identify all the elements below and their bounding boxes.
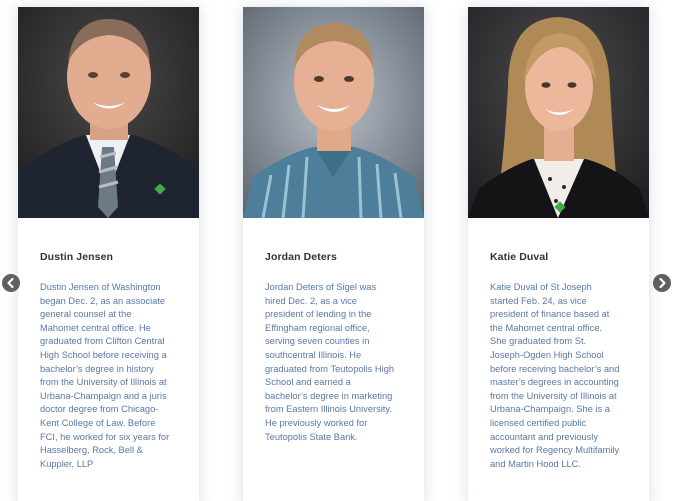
staff-name: Katie Duval xyxy=(490,251,549,263)
staff-bio: Katie Duval of St Joseph started Feb. 24, as vice president of finance based at the Mahomet central office. She graduated from St. Joseph-Ogden High School before receiving bachelor’s and master’s degrees in accounting from the University of Illinois at Urbana-Champaign. She is a licensed certified public accountant and previously worked for Regency Multifamily and Martin Hood LLC. xyxy=(490,282,620,469)
chevron-left-icon xyxy=(2,274,20,292)
staff-photo xyxy=(243,7,424,218)
staff-name: Dustin Jensen xyxy=(40,251,114,263)
staff-name: Jordan Deters xyxy=(265,251,337,263)
staff-bio: Dustin Jensen of Washington began Dec. 2, as an associate general counsel at the Mahomet central office. He graduated from Clifton Central High School before receiving a bachelor’s degree in history from the University of Illinois at Urbana-Champaign and a juris doctor degree from Chicago- Kent College of Law. Before FCI, he worked for six years for Hasselberg, Rock, Bell & Kuppler, LLP xyxy=(40,282,170,469)
staff-card xyxy=(18,7,199,501)
staff-photo xyxy=(468,7,649,218)
staff-card xyxy=(468,7,649,501)
carousel-next-button[interactable] xyxy=(653,274,671,292)
carousel-prev-button[interactable] xyxy=(2,274,20,292)
staff-card xyxy=(243,7,424,501)
chevron-right-icon xyxy=(653,274,671,292)
staff-photo xyxy=(18,7,199,218)
staff-bio: Jordan Deters of Sigel was hired Dec. 2, as a vice president of lending in the Effingham regional office, serving seven counties in southcentral Illinois. He graduated from Teutopolis High School and earned a bachelor’s degree in marketing from Eastern Illinois University. He previously worked for Teutopolis State Bank. xyxy=(265,282,395,442)
